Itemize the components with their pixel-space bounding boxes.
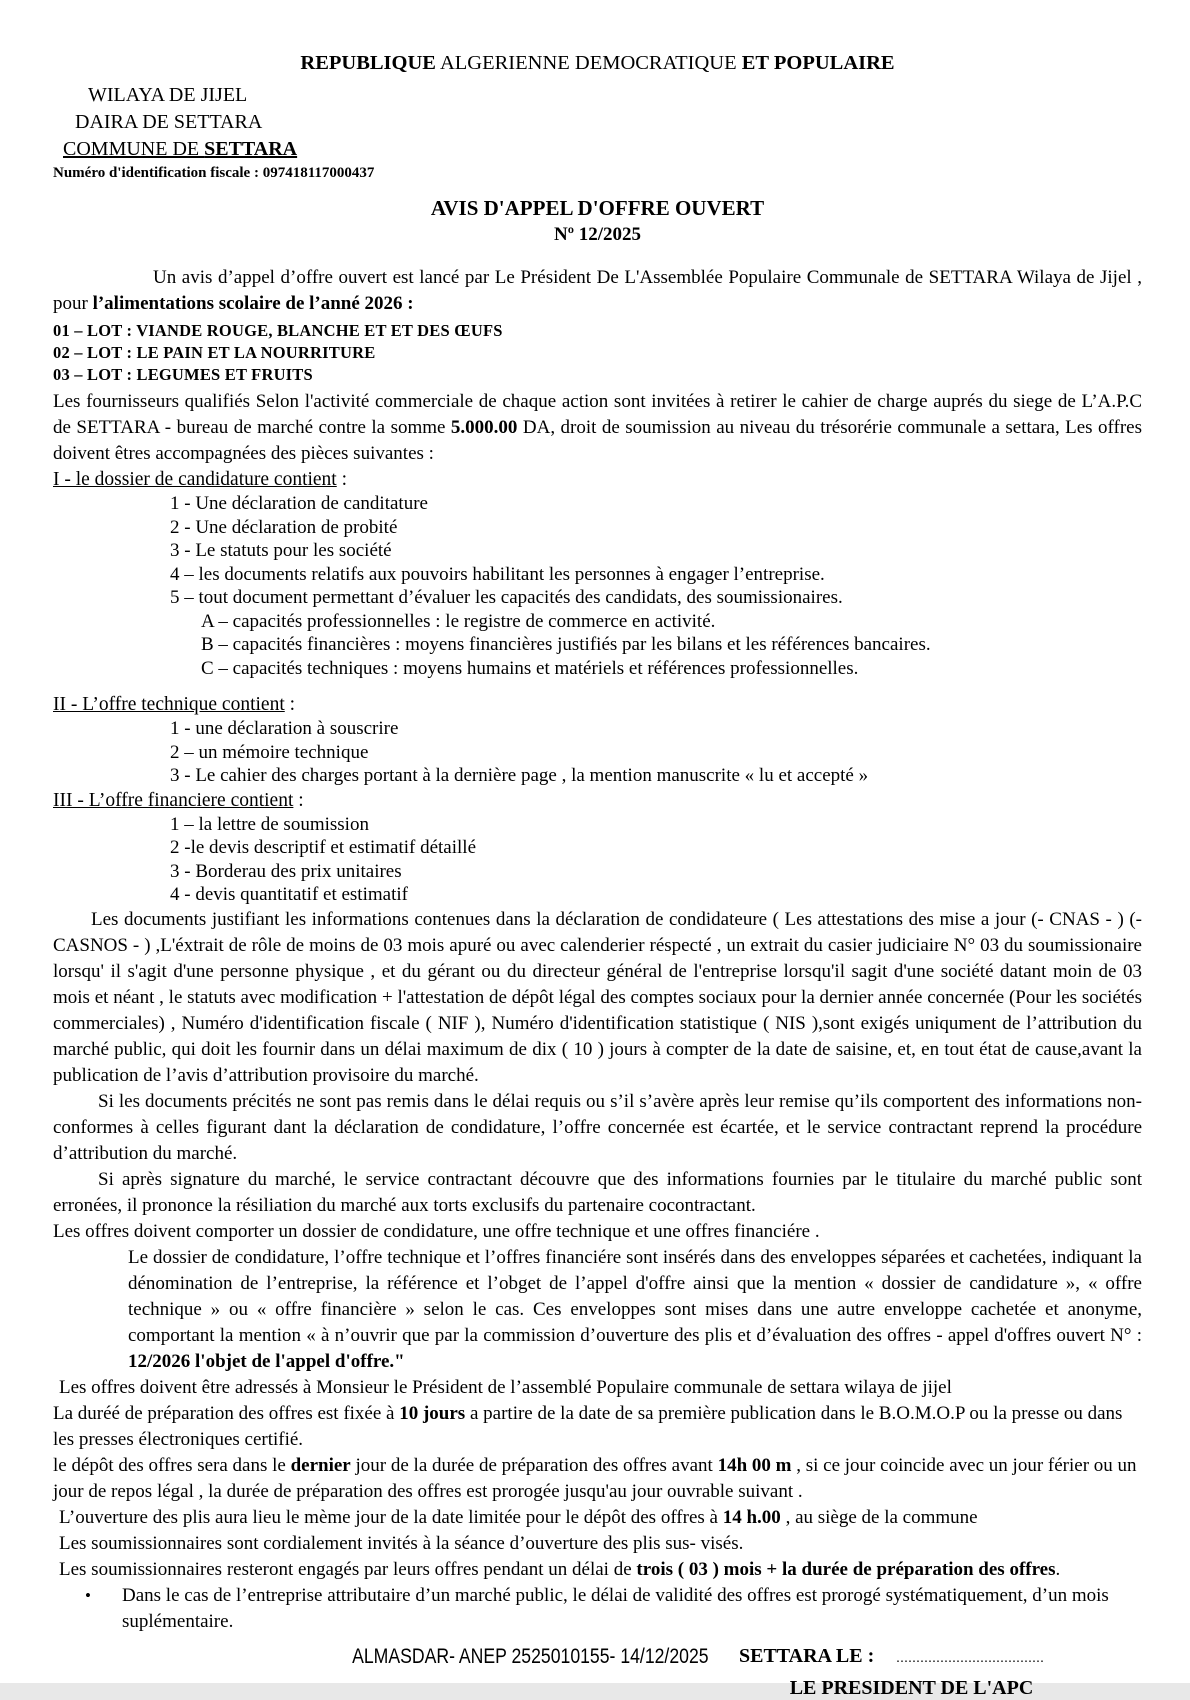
lot-line-1: 01 – LOT : VIANDE ROUGE, BLANCHE ET ET DES ŒUFS	[53, 321, 503, 340]
daira-line: DAIRA DE SETTARA	[75, 111, 263, 133]
suppliers-text-1: Les fournisseurs qualifiés Selon l'activité commerciale de chaque action sont invitées à retirer le cahier de charge auprés du siege de L’A.P.C de SETTARA - bureau de marché contre la somme	[53, 391, 1142, 438]
bullet-text: Dans le cas de l’entreprise attributaire d’un marché public, le délai de validité des offres est prorogé systématiquement, d’un mois suplémentaire.	[122, 1584, 1109, 1632]
intro-paragraph	[53, 265, 1142, 317]
lot-line-3: 03 – LOT : LEGUMES ET FRUITS	[53, 365, 313, 384]
opening-time-bold: 14 h.00	[722, 1506, 781, 1528]
signature-president-label: LE PRESIDENT DE L'APC	[789, 1676, 1034, 1699]
suppliers-text-2: DA, droit de soumission au niveau du trésorérie communale a settara, Les offres doivent êtres accompagnées des pièces suivantes :	[53, 417, 1143, 464]
notice-title: AVIS D'APPEL D'OFFRE OUVERT	[430, 196, 765, 220]
envelope-paragraph	[128, 1245, 1142, 1375]
commune-name-bold: SETTARA	[204, 138, 298, 160]
invitation-line: Les soumissionnaires sont cordialement invités à la séance d’ouverture des plis sus- visés.	[59, 1532, 744, 1554]
commune-line	[53, 136, 1142, 163]
section-1-subitem: C – capacités techniques : moyens humains et matériels et références professionnelles.	[201, 657, 859, 679]
envelope-reference-bold: 12/2026 l'objet de l'appel d'offre."	[128, 1350, 405, 1372]
lot-line-2: 02 – LOT : LE PAIN ET LA NOURRITURE	[53, 343, 376, 362]
fee-amount-bold: 5.000.00	[450, 417, 518, 438]
section-1-item: 4 – les documents relatifs aux pouvoirs habilitant les personnes à engager l’entreprise.	[170, 563, 825, 585]
opening-line: L’ouverture des plis aura lieu le mème jour de la date limitée pour le dépôt des offres à 14 h.00 , au siège de la commune	[59, 1506, 978, 1528]
commune-prefix: COMMUNE DE	[63, 138, 205, 160]
last-day-bold: dernier	[290, 1454, 351, 1476]
section-3-item: 1 – la lettre de soumission	[170, 813, 369, 835]
fiscal-id-line: Numéro d'identification fiscale : 097418117000437	[53, 165, 375, 181]
notice-number: Nº 12/2025	[553, 224, 642, 245]
section-1-subitem: B – capacités financières : moyens financières justifiés par les bilans et les références bancaires.	[201, 634, 931, 655]
wilaya-line: WILAYA DE JIJEL	[88, 84, 248, 106]
lots-list	[53, 320, 1142, 386]
late-documents-paragraph: Si les documents précités ne sont pas remis dans le délai requis ou s’il s’avère après leur remise qu’ils comportent des informations non-conformes à celles figurant dant la déclaration de condidature, l’offre concernée est écartée, et le service contractant reprend la procédure d’attribution du marché.	[53, 1090, 1142, 1164]
suppliers-paragraph	[53, 389, 1142, 467]
section-3-item: 4 - devis quantitatif et estimatif	[170, 884, 408, 905]
section-2-item: 1 - une déclaration à souscrire	[170, 718, 399, 739]
republic-title-line	[53, 50, 1142, 76]
section-1-subitem: A – capacités professionnelles : le registre de commerce en activité.	[201, 610, 716, 632]
section-1-item: 1 - Une déclaration de canditature	[170, 493, 428, 514]
intro-object-bold: l’alimentations scolaire de l’anné 2026 :	[92, 293, 414, 314]
section-1-item: 5 – tout document permettant d’évaluer les capacités des candidats, des soumissionaires.	[170, 587, 843, 608]
section-2-item: 2 – un mémoire technique	[170, 741, 369, 763]
section-3-item: 2 -le devis descriptif et estimatif détaillé	[170, 837, 477, 858]
section-3-item: 3 - Borderau des prix unitaires	[170, 860, 402, 882]
validity-delay-bold: trois ( 03 ) mois + la durée de préparation des offres	[636, 1558, 1056, 1580]
signature-place-label: SETTARA LE :	[739, 1644, 875, 1667]
signature-date-blank: .....................................	[896, 1650, 1045, 1666]
section-2-item: 3 - Le cahier des charges portant à la dernière page , la mention manuscrite « lu et accepté »	[170, 765, 869, 786]
bullet-item	[53, 1583, 1142, 1635]
post-signature-paragraph: Si après signature du marché, le service contractant découvre que des informations fournies par le titulaire du marché public sont erronées, il prononce la résiliation du marché aux torts exclusifs du partenaire cocontractant.	[53, 1168, 1142, 1216]
section-3-heading: III - L’offre financiere contient :	[53, 789, 304, 811]
republic-bold-start: REPUBLIQUE	[300, 52, 436, 74]
section-2-heading: II - L’offre technique contient :	[53, 694, 296, 715]
republic-bold-end: ET POPULAIRE	[741, 52, 895, 74]
section-1-item: 3 - Le statuts pour les société	[170, 540, 392, 561]
duration-bold: 10 jours	[399, 1402, 466, 1424]
engagement-line: Les soumissionnaires resteront engagés par leurs offres pendant un délai de trois ( 03 ) mois + la durée de préparation des offres.	[59, 1558, 1061, 1580]
footer-line	[0, 1644, 1190, 1669]
section-1-heading: I - le dossier de candidature contient :	[53, 469, 348, 490]
anep-reference: ALMASDAR- ANEP 2525010155- 14/12/2025	[351, 1644, 709, 1668]
section-1-item: 2 - Une déclaration de probité	[170, 516, 398, 538]
deposit-line: le dépôt des offres sera dans le dernier jour de la durée de préparation des offres avant 14h 00 m , si ce jour coincide avec un jour férier ou un jour de repos légal , la durée de préparation des offres est prorogée jusqu'au jour ouvrable suivant .	[53, 1454, 1137, 1502]
offers-composition-line: Les offres doivent comporter un dossier de condidature, une offre technique et une offres financiére .	[53, 1220, 820, 1242]
bullet-marker-icon: •	[85, 1585, 91, 1605]
address-line: Les offres doivent être adressés à Monsieur le Président de l’assemblé Populaire communale de settara wilaya de jijel	[59, 1376, 952, 1398]
intro-text: Un avis d’appel d’offre ouvert est lancé par Le Président De L'Assemblée Populaire Communale de SETTARA Wilaya de Jijel , pour	[53, 267, 1142, 314]
deposit-time-bold: 14h 00 m	[717, 1454, 792, 1476]
documents-justification-paragraph: Les documents justifiant les informations contenues dans la déclaration de condidateure ( Les attestations des mise a jour (- CNAS - ) (-CASNOS - ) ,L'éxtrait de rôle de moins de 03 mois apuré ou avec calenderier réspecté , un extrait du casier judiciaire N° 03 du soumissionaire lorsqu' il s'agit d'une personne physique , et du gérant ou du directeur général de l'entreprise lorsqu'il sagit d'une société datant moin de 03 mois et néant , le statuts avec modification + l'attestation de dépôt légal des comptes sociaux pour la dernier année concernée (Pour les sociétés commerciales) , Numéro d'identification fiscale ( NIF ), Numéro d'identification statistique ( NIS ),sont exigés uniqument de l’attribution du marché public, qui doit les fournir dans un délai maximum de dix ( 10 ) jours à compter de la date de saisine, et, en tout état de cause,avant la publication de l’avis d’attribution provisoire du marché.	[53, 908, 1142, 1086]
preparation-duration-line: La duréé de préparation des offres est fixée à 10 jours a partire de la date de sa première publication dans le B.O.M.O.P ou la presse ou dans les presses électroniques certifié.	[53, 1402, 1123, 1450]
envelope-text: Le dossier de condidature, l’offre technique et l’offres financiére sont insérés dans des enveloppes séparées et cachetées, indiquant la dénomination de l’entreprise, la référence et l’obget de l’appel d'offre ainsi que la mention « dossier de candidature », « offre technique » ou « offre financière » selon le cas. Ces enveloppes sont mises dans une autre enveloppe cachetée et anonyme, comportant la mention « à n’ouvrir que par la commission d’ouverture des plis et d’évaluation des offres - appel d'offres ouvert N° :	[128, 1246, 1142, 1346]
republic-middle: ALGERIENNE DEMOCRATIQUE	[435, 52, 742, 74]
